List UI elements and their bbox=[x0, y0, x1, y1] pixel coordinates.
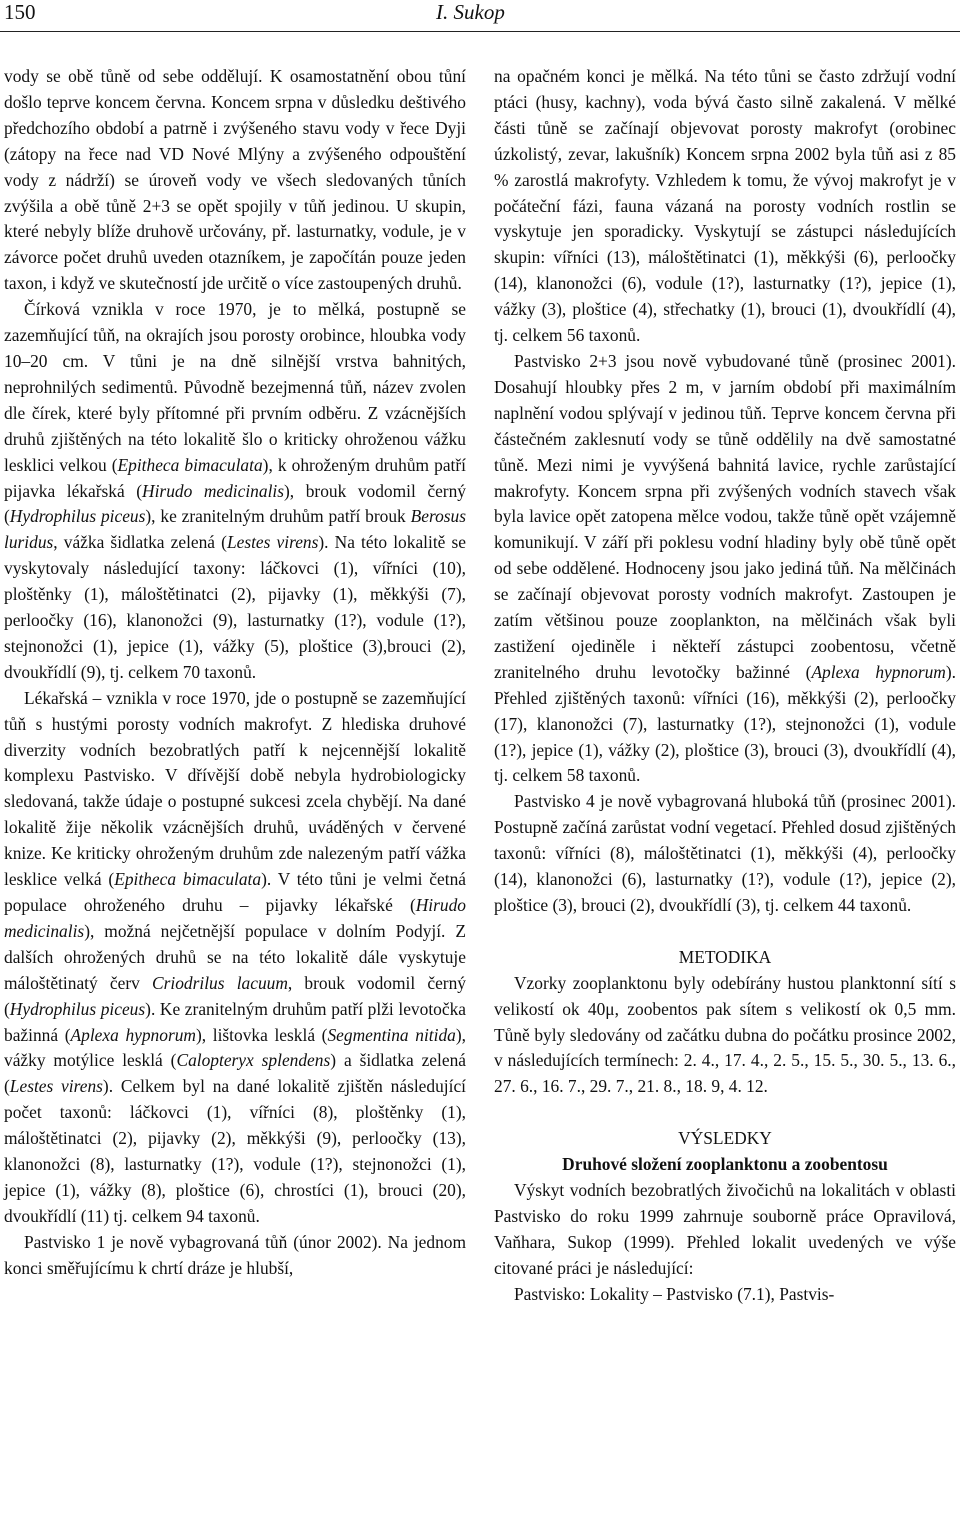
species-name: Aplexa hypnorum bbox=[811, 661, 946, 682]
text-run: ). Celkem byl na dané lokalitě zjištěn následující počet taxonů: láčkovci (1), vířníci (8), ploštěnky (1), máloštětinatci (2), pijavky (2), měkkýši (9), perloočky (13), klanonožci (8), lasturnatky (1?), vodule (1?), stejnonožci (1), jepice (1), vážky (8), ploštice (6), chrostíci (1), brouci (20), dvoukřídlí (11) tj. celkem 94 taxonů. bbox=[4, 1076, 466, 1226]
paragraph-pastvisko-2-3 bbox=[494, 349, 956, 789]
species-name: Hydrophilus piceus bbox=[9, 998, 146, 1019]
text-run: ) a šidlatka zelená ( bbox=[4, 1050, 466, 1097]
paragraph-continuation: na opačném konci je mělká. Na této tůni se často zdržují vodní ptáci (husy, kachny), voda bývá často silně zakalená. V mělké části tůně se začínají objevovat porosty makrofyt (orobinec úzkolistý, zevar, lakušník) Koncem srpna 2002 byla tůň asi z 85 % zarostlá makrofyty. Vzhledem k tomu, že vývoj makrofyt je v počáteční fázi, fauna vázaná na porosty vodních rostlin se vyskytuje jen sporadicky. Vyskytují se zástupci následujících skupin: vířníci (13), máloštětinatci (1), měkkýši (6), perloočky (14), klanonožci (6), vodule (1?), lasturnatky (1?), jepice (1), vážky (3), ploštice (4), střechatky (1), brouci (1), dvoukřídlí (4), tj. celkem 56 taxonů. bbox=[494, 66, 956, 346]
species-name: Aplexa hypnorum bbox=[70, 1024, 196, 1045]
paragraph-pastvisko-4: Pastvisko 4 je nově vybagrovaná hluboká tůň (prosinec 2001). Postupně začíná zarůstat vodní vegetací. Přehled dosud zjištěných taxonů: vířníci (8), máloštětinatci (1), měkkýši (4), perloočky (14), klanonožci (6), lasturnatky (1?), vodule (1?), jepice (2), ploštice (3), brouci (2), dvoukřídlí (3), tj. celkem 44 taxonů. bbox=[494, 791, 956, 915]
text-run: Čírková vznikla v roce 1970, je to mělká, postupně se zazemňující tůň, na okrajích jsou porosty orobince, hloubka vody 10–20 cm. V tůni je na dně silnější vrstva bahnitých, neprohnilých sedimentů. Původně bezejmenná tůň, název zvolen dle čírek, které byly přítomné při prvním odběru. Z vzácnějších druhů zjištěných na této lokalitě šlo o kriticky ohroženou vážku lesklici velkou ( bbox=[4, 299, 466, 475]
species-name: Hydrophilus piceus bbox=[9, 506, 146, 527]
subsection-heading: Druhové složení zooplanktonu a zoobentosu bbox=[562, 1154, 888, 1175]
text-run: ), možná nejčetnější populace v dolním Podyjí. Z dalších ohrožených druhů se na této lokalitě dále vyskytuje máloštětinatý červ bbox=[4, 920, 466, 993]
text-run: ), lištovka lesklá ( bbox=[195, 1024, 328, 1045]
species-name: Epitheca bimaculata bbox=[117, 454, 263, 475]
section-gap bbox=[494, 919, 956, 945]
species-name: Lestes virens bbox=[9, 1076, 103, 1097]
paragraph-pastvisko-1: Pastvisko 1 je nově vybagrovaná tůň (únor 2002). Na jednom konci směřujícímu k chrtí dráze je hlubší, bbox=[4, 1231, 466, 1278]
page-number: 150 bbox=[4, 0, 36, 24]
text-run: ). Na této lokalitě se vyskytovaly následující taxony: láčkovci (1), vířníci (10), ploštěnky (1), máloštětinatci (2), pijavky (1), měkkýši (7), perloočky (16), klanonožci (9), lasturnatky (1?), vodule (1?), stejnonožci (1), jepice (1), vážky (5), ploštice (3),brouci (2), dvoukřídlí (9), tj. celkem 70 taxonů. bbox=[4, 532, 466, 682]
text-run: , vážka šidlatka zelená ( bbox=[53, 532, 227, 553]
species-name: Criodrilus lacuum bbox=[152, 972, 288, 993]
species-name: Lestes virens bbox=[226, 532, 319, 553]
text-run: ). V této tůni je velmi četná populace ohroženého druhu – pijavky lékařské ( bbox=[4, 869, 466, 915]
species-name: Segmentina nitida bbox=[327, 1024, 456, 1045]
paragraph-cirkova bbox=[4, 297, 466, 686]
paragraph-lekarska bbox=[4, 686, 466, 1230]
text-run: ), k ohroženým druhům patří pijavka lékařská ( bbox=[4, 454, 466, 501]
right-column bbox=[494, 64, 956, 1308]
paragraph-methods: Vzorky zooplanktonu byly odebírány hustou planktonní sítí s velikostí ok 40μ, zoobentos pak sítem s velikostí ok 0,5 mm. Tůně byly sledovány od začátku dubna do počátku prosince 2002, v následujících termínech: 2. 4., 17. 4., 2. 5., 15. 5., 30. 5., 13. 6., 27. 6., 16. 7., 29. 7., 21. 8., 18. 9, 4. 12. bbox=[494, 972, 956, 1097]
header-rule bbox=[0, 31, 960, 32]
text-run: ), ke zranitelným druhům patří brouk bbox=[145, 506, 411, 527]
section-heading-methods: METODIKA bbox=[678, 946, 772, 967]
text-run: Lékařská – vznikla v roce 1970, jde o postupně se zazemňující tůň s hustými porosty vodních makrofyt. Z hlediska druhové diverzity vodních bezobratlých patří k nejcennější lokalitě komplexu Pastvisko. V dřívější době nebyla hydrobiologicky sledovaná, takže údaje o postupné sukcesi zcela chybějí. Na dané lokalitě žije několik vzácnějších druhů, uváděných v červené knize. Ke kriticky ohroženým druhům zde nalezeným patří vážka lesklice velká ( bbox=[4, 687, 466, 890]
section-gap bbox=[494, 1100, 956, 1126]
running-head: I. Sukop bbox=[436, 0, 505, 24]
text-run: ), vážky motýlice lesklá ( bbox=[4, 1024, 466, 1071]
species-name: Berosus luridus bbox=[4, 506, 466, 553]
paragraph-continuation: vody se obě tůně od sebe oddělují. K osamostatnění obou tůní došlo teprve koncem června. Koncem srpna v důsledku deštivého předchozího období a patrně i zvýšeného stavu vody v řece Dyji (zátopy na řece nad VD Nové Mlýny a zvýšeného odpouštění vody z nádrží) se úroveň vody ve všech sledovaných tůních zvýšila a obě tůně 2+3 se opět spojily v tůň jedinou. U skupin, které nebyly blíže druhově určovány, př. lasturnatky, vodule, je v závorce počet druhů uveden otazníkem, je započítán pouze jeden taxon, i když ve skutečností jde určitě o více zastoupených druhů. bbox=[4, 66, 466, 294]
text-run: ). Přehled zjištěných taxonů: vířníci (16), měkkýši (2), perloočky (17), klanonožci (7), lasturnatky (1?), stejnonožci (1), vodule (1?), jepice (1), vážky (2), ploštice (3), brouci (3), dvoukřídlí (4), tj. celkem 58 taxonů. bbox=[494, 661, 956, 786]
section-heading-results: VÝSLEDKY bbox=[678, 1128, 772, 1149]
page-header bbox=[0, 0, 960, 30]
text-run: , brouk vodomil černý ( bbox=[4, 972, 466, 1019]
species-name: Hirudo medicinalis bbox=[142, 480, 285, 501]
species-name: Hirudo medicinalis bbox=[4, 895, 466, 941]
species-name: Epitheca bimaculata bbox=[114, 869, 262, 890]
text-run: ). Ke zranitelným druhům patří plži levotočka bažinná ( bbox=[4, 998, 466, 1045]
paragraph-localities: Pastvisko: Lokality – Pastvisko (7.1), Pastvis- bbox=[514, 1283, 835, 1304]
text-run: Pastvisko 2+3 jsou nově vybudované tůně (prosinec 2001). Dosahují hloubky přes 2 m, v jarním období při maximálním naplnění vodou splývají v jedinou tůň. Teprve koncem června při částečném zaklesnutí vody se tůně oddělily na dvě samostatné tůně. Mezi nimi je vyvýšená bahnitá lavice, rychle zarůstající makrofyty. Koncem srpna při zvýšených vodních stavech však byla lavice opět zatopena mělce vodou, takže tůně opět vzájemně komunikují. V září při poklesu vodní hladiny byly obě tůně opět od sebe oddělené. Hodnoceny jsou jako jediná tůň. Na mělčinách se začínají objevovat porosty vodních makrofyt. Zastoupen je zatím většinou pouze zooplankton, na mělčinách však byli zastižení ojediněle i někteří zástupci zoobentosu, včetně zranitelného druhu levotočky bažinné ( bbox=[494, 350, 956, 682]
text-run: ), brouk vodomil černý ( bbox=[4, 480, 466, 527]
paragraph-results: Výskyt vodních bezobratlých živočichů na lokalitách v oblasti Pastvisko do roku 1999 zahrnuje souborně práce Opravilová, Vaňhara, Sukop (1999). Přehled lokalit uvedených ve výše citované práci je následující: bbox=[494, 1180, 956, 1278]
species-name: Calopteryx splendens bbox=[176, 1050, 331, 1071]
left-column bbox=[4, 64, 466, 1282]
